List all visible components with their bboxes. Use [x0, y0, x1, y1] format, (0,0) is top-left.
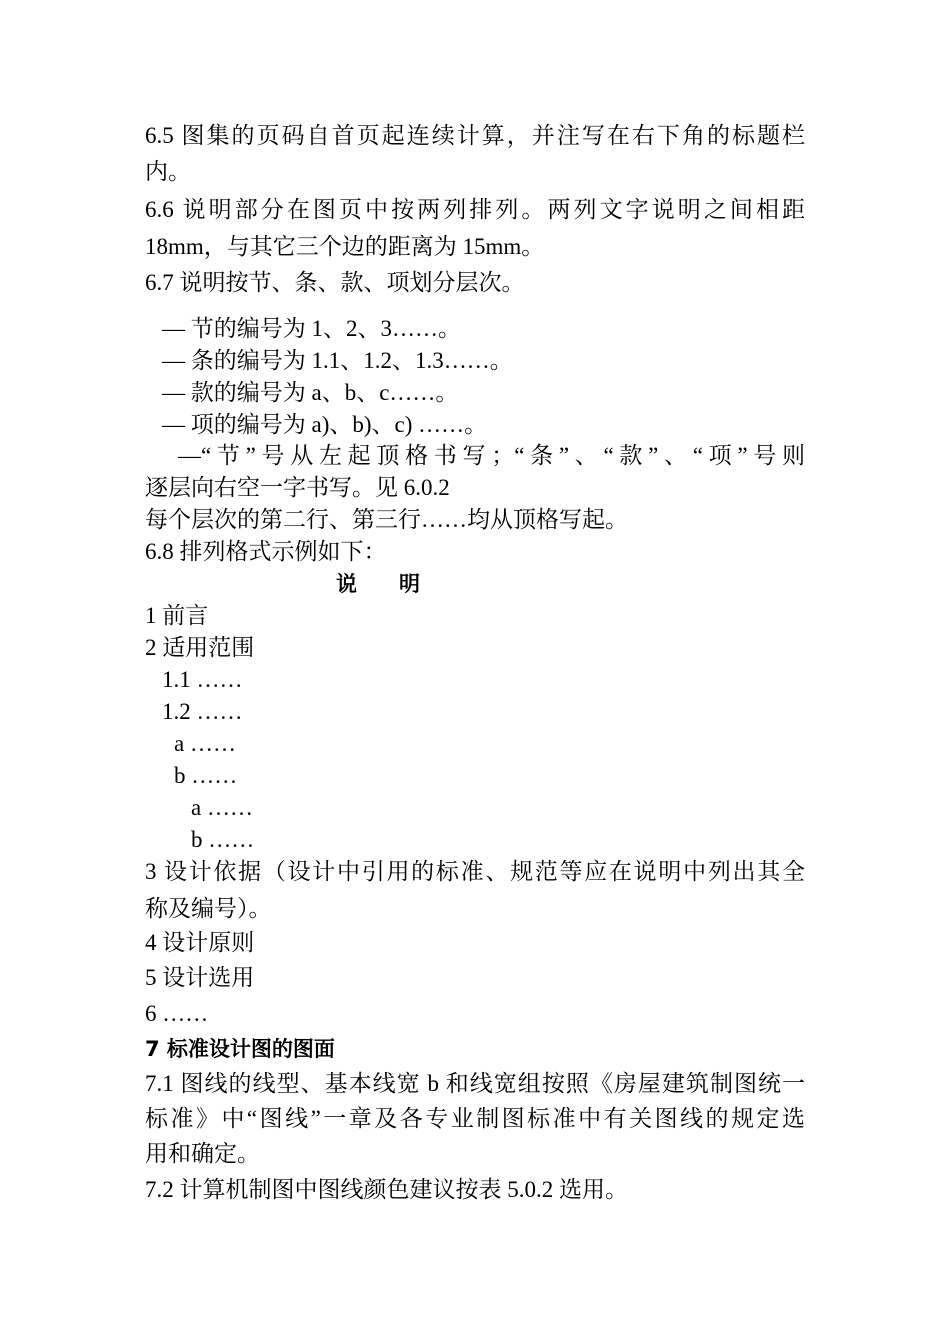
- list-item-item-numbering: — 项的编号为 a)、b)、c) ……。: [162, 412, 488, 437]
- example-item-3-line-1: 3 设计依据（设计中引用的标准、规范等应在说明中列出其全: [145, 859, 805, 884]
- wrap-rule: 每个层次的第二行、第三行……均从顶格写起。: [145, 507, 628, 532]
- example-item-4: 4 设计原则: [145, 930, 255, 955]
- clause-7-1-line-2: 标准》中“图线”一章及各专业制图标准中有关图线的规定选: [145, 1106, 805, 1131]
- list-item-section-numbering: — 节的编号为 1、2、3……。: [162, 316, 461, 341]
- clause-7-1-line-3: 用和确定。: [145, 1141, 260, 1166]
- indent-rule-line-1: —“节”号从左起顶格书写；“条”、“款”、“项”号则: [178, 443, 805, 468]
- example-item-2-2: 1.2 ……: [162, 699, 243, 724]
- clause-6-6-line-1: 6.6 说明部分在图页中按两列排列。两列文字说明之间相距: [145, 197, 805, 222]
- clause-7-2: 7.2 计算机制图中图线颜色建议按表 5.0.2 选用。: [145, 1177, 628, 1202]
- example-subitem-a: a ……: [191, 795, 253, 820]
- clause-6-7: 6.7 说明按节、条、款、项划分层次。: [145, 270, 525, 295]
- clause-6-5-line-1: 6.5 图集的页码自首页起连续计算，并注写在右下角的标题栏: [145, 123, 805, 148]
- example-item-2: 2 适用范围: [145, 635, 255, 660]
- list-item-paragraph-numbering: — 款的编号为 a、b、c……。: [162, 380, 459, 405]
- example-item-6: 6 ……: [145, 1001, 209, 1026]
- example-item-b: b ……: [174, 763, 238, 788]
- example-subitem-b: b ……: [191, 827, 255, 852]
- clause-6-5-line-2: 内。: [145, 159, 191, 184]
- clause-6-8: 6.8 排列格式示例如下：: [145, 539, 387, 564]
- indent-rule-line-2: 逐层向右空一字书写。见 6.0.2: [145, 475, 450, 500]
- clause-7-1-line-1: 7.1 图线的线型、基本线宽 b 和线宽组按照《房屋建筑制图统一: [145, 1071, 805, 1096]
- example-item-5: 5 设计选用: [145, 965, 255, 990]
- list-item-article-numbering: — 条的编号为 1.1、1.2、1.3……。: [162, 348, 513, 373]
- example-item-2-1: 1.1 ……: [162, 667, 243, 692]
- clause-6-6-line-2: 18mm，与其它三个边的距离为 15mm。: [145, 234, 545, 259]
- example-item-3-line-2: 称及编号）。: [145, 896, 272, 921]
- example-heading: 说 明: [336, 572, 420, 596]
- section-7-heading: 7 标准设计图的图面: [145, 1037, 335, 1061]
- example-item-a: a ……: [174, 731, 236, 756]
- example-item-1: 1 前言: [145, 603, 209, 628]
